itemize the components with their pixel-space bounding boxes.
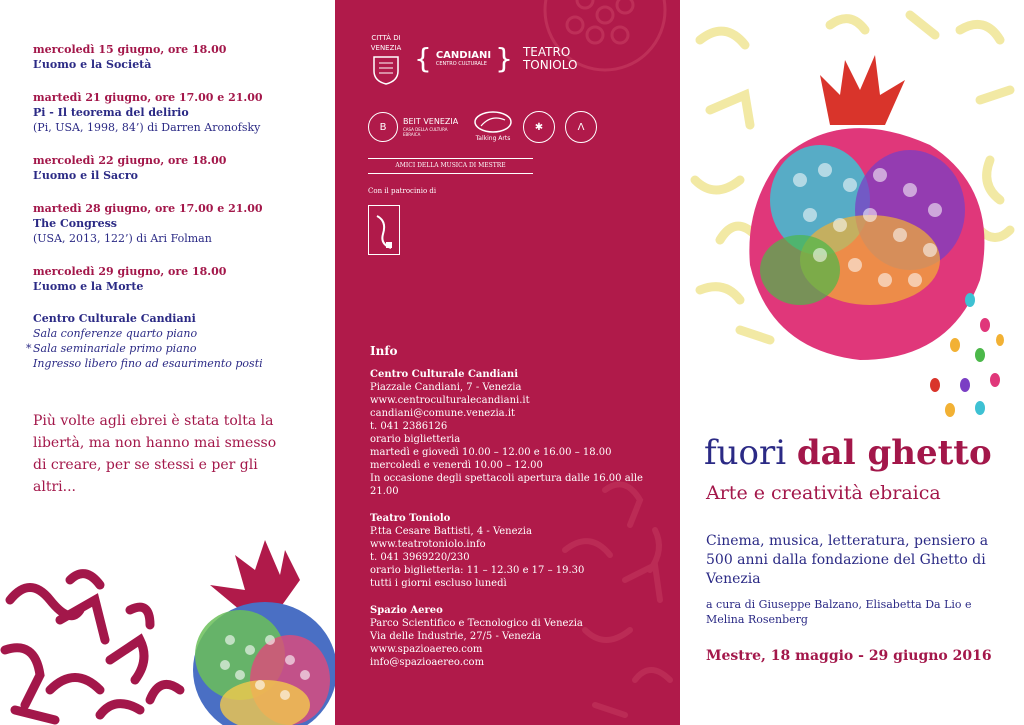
cover-dates: Mestre, 18 maggio - 29 giugno 2016 <box>706 648 992 664</box>
info-toniolo-title: Teatro Toniolo <box>370 513 451 524</box>
event-2 <box>33 90 263 135</box>
info-candiani-phone: t. 041 2386126 <box>370 421 448 432</box>
logos-row-2 <box>368 110 597 144</box>
triangle-a-icon: Λ <box>565 111 597 143</box>
info-heading: Info <box>370 344 398 358</box>
info-toniolo-days: tutti i giorni escluso lunedì <box>370 578 507 589</box>
info-candiani-hours-1: martedì e giovedì 10.00 – 12.00 e 16.00 – 18.00 <box>370 447 612 458</box>
info-toniolo-website: www.teatrotoniolo.info <box>370 539 486 550</box>
info-aereo-address: Via delle Industrie, 27/5 - Venezia <box>370 631 542 642</box>
beit-b-icon: B <box>368 112 398 142</box>
info-toniolo-phone: t. 041 3969220/230 <box>370 552 470 563</box>
event-title: L’uomo e la Società <box>33 58 152 71</box>
event-date: mercoledì 29 giugno, ore 18.00 <box>33 265 227 278</box>
info-aereo <box>370 604 660 669</box>
patrocinio-label: Con il patrocinio di <box>368 187 437 195</box>
info-aereo-title: Spazio Aereo <box>370 605 443 616</box>
cover-curators: a cura di Giuseppe Balzano, Elisabetta Da Lio e Melina Rosenberg <box>706 598 972 626</box>
event-title: L’uomo e il Sacro <box>33 169 138 182</box>
info-candiani <box>370 368 660 498</box>
amici-musica-logo: AMICI DELLA MUSICA DI MESTRE <box>368 158 533 174</box>
event-date: martedì 28 giugno, ore 17.00 e 21.00 <box>33 202 263 215</box>
event-details: (USA, 2013, 122’) di Ari Folman <box>33 232 212 245</box>
info-candiani-title: Centro Culturale Candiani <box>370 369 518 380</box>
event-title: L’uomo e la Morte <box>33 280 144 293</box>
patron-emblem-icon <box>369 206 399 254</box>
talking-arts-icon <box>473 110 513 134</box>
event-1 <box>33 42 226 72</box>
citta-venezia-logo: CITTÀ DI VENEZIA <box>368 33 404 85</box>
program-panel <box>0 0 335 725</box>
cover-title <box>704 433 992 473</box>
event-date: mercoledì 22 giugno, ore 18.00 <box>33 154 227 167</box>
info-aereo-org: Parco Scientifico e Tecnologico di Venezia <box>370 618 583 629</box>
info-candiani-hours-2: mercoledì e venerdì 10.00 – 12.00 <box>370 460 543 471</box>
info-aereo-email: info@spazioaereo.com <box>370 657 485 668</box>
cover-subtitle: Arte e creatività ebraica <box>706 482 941 504</box>
event-title: Pi - Il teorema del delirio <box>33 106 189 119</box>
info-toniolo-address: P.tta Cesare Battisti, 4 - Venezia <box>370 526 532 537</box>
venue-room-2: Sala seminariale primo piano <box>33 342 197 355</box>
talking-arts-logo: Talking Arts <box>473 110 513 144</box>
info-candiani-website: www.centroculturalecandiani.it <box>370 395 530 406</box>
info-candiani-address: Piazzale Candiani, 7 - Venezia <box>370 382 522 393</box>
pomegranate-letters-illustration <box>0 520 335 725</box>
info-candiani-hours-label: orario biglietteria <box>370 434 461 445</box>
patrocinio-logo <box>368 205 400 255</box>
info-aereo-website: www.spazioaereo.com <box>370 644 483 655</box>
info-candiani-email: candiani@comune.venezia.it <box>370 408 516 419</box>
beit-venezia-logo: B BEIT VENEZIA CASA DELLA CULTURA EBRAICA <box>368 112 463 142</box>
venue-entry-note: Ingresso libero fino ad esaurimento posti <box>33 357 263 370</box>
venue-info <box>26 311 263 371</box>
logos-row-1 <box>368 33 589 85</box>
venue-room-1: Sala conferenze quarto piano <box>33 327 198 340</box>
cover-panel <box>680 0 1024 725</box>
candiani-logo: { CANDIANI CENTRO CULTURALE } <box>414 42 513 75</box>
event-date: mercoledì 15 giugno, ore 18.00 <box>33 43 227 56</box>
info-toniolo <box>370 512 660 590</box>
asterisk: * <box>26 342 32 355</box>
coat-of-arms-icon <box>371 53 401 85</box>
venue-room-2-row <box>26 341 263 356</box>
info-toniolo-hours: orario biglietteria: 11 – 12.30 e 17 – 19.30 <box>370 565 585 576</box>
info-panel <box>335 0 680 725</box>
cover-description: Cinema, musica, letteratura, pensiero a 500 anni dalla fondazione del Ghetto di Venezia <box>706 533 989 587</box>
quote: Più volte agli ebrei è stata tolta la libertà, ma non hanno mai smesso di creare, per se stessi e per gli altri... <box>33 413 277 495</box>
info-candiani-hours-3: In occasione degli spettacoli apertura dalle 16.00 alle 21.00 <box>370 473 643 497</box>
event-details: (Pi, USA, 1998, 84’) di Darren Aronofsky <box>33 121 261 134</box>
venue-title: Centro Culturale Candiani <box>33 312 196 325</box>
event-date: martedì 21 giugno, ore 17.00 e 21.00 <box>33 91 263 104</box>
cover-pomegranate-illustration <box>680 0 1024 430</box>
event-4 <box>33 201 263 246</box>
seal-icon: ✱ <box>523 111 555 143</box>
hebrew-letters-watermark <box>335 470 680 725</box>
event-3 <box>33 153 226 183</box>
teatro-toniolo-logo: TEATRO TONIOLO <box>522 45 578 72</box>
event-5 <box>33 264 226 294</box>
event-title: The Congress <box>33 217 117 230</box>
title-fuori: fuori <box>704 433 787 473</box>
title-dal-ghetto: dal ghetto <box>796 433 992 473</box>
